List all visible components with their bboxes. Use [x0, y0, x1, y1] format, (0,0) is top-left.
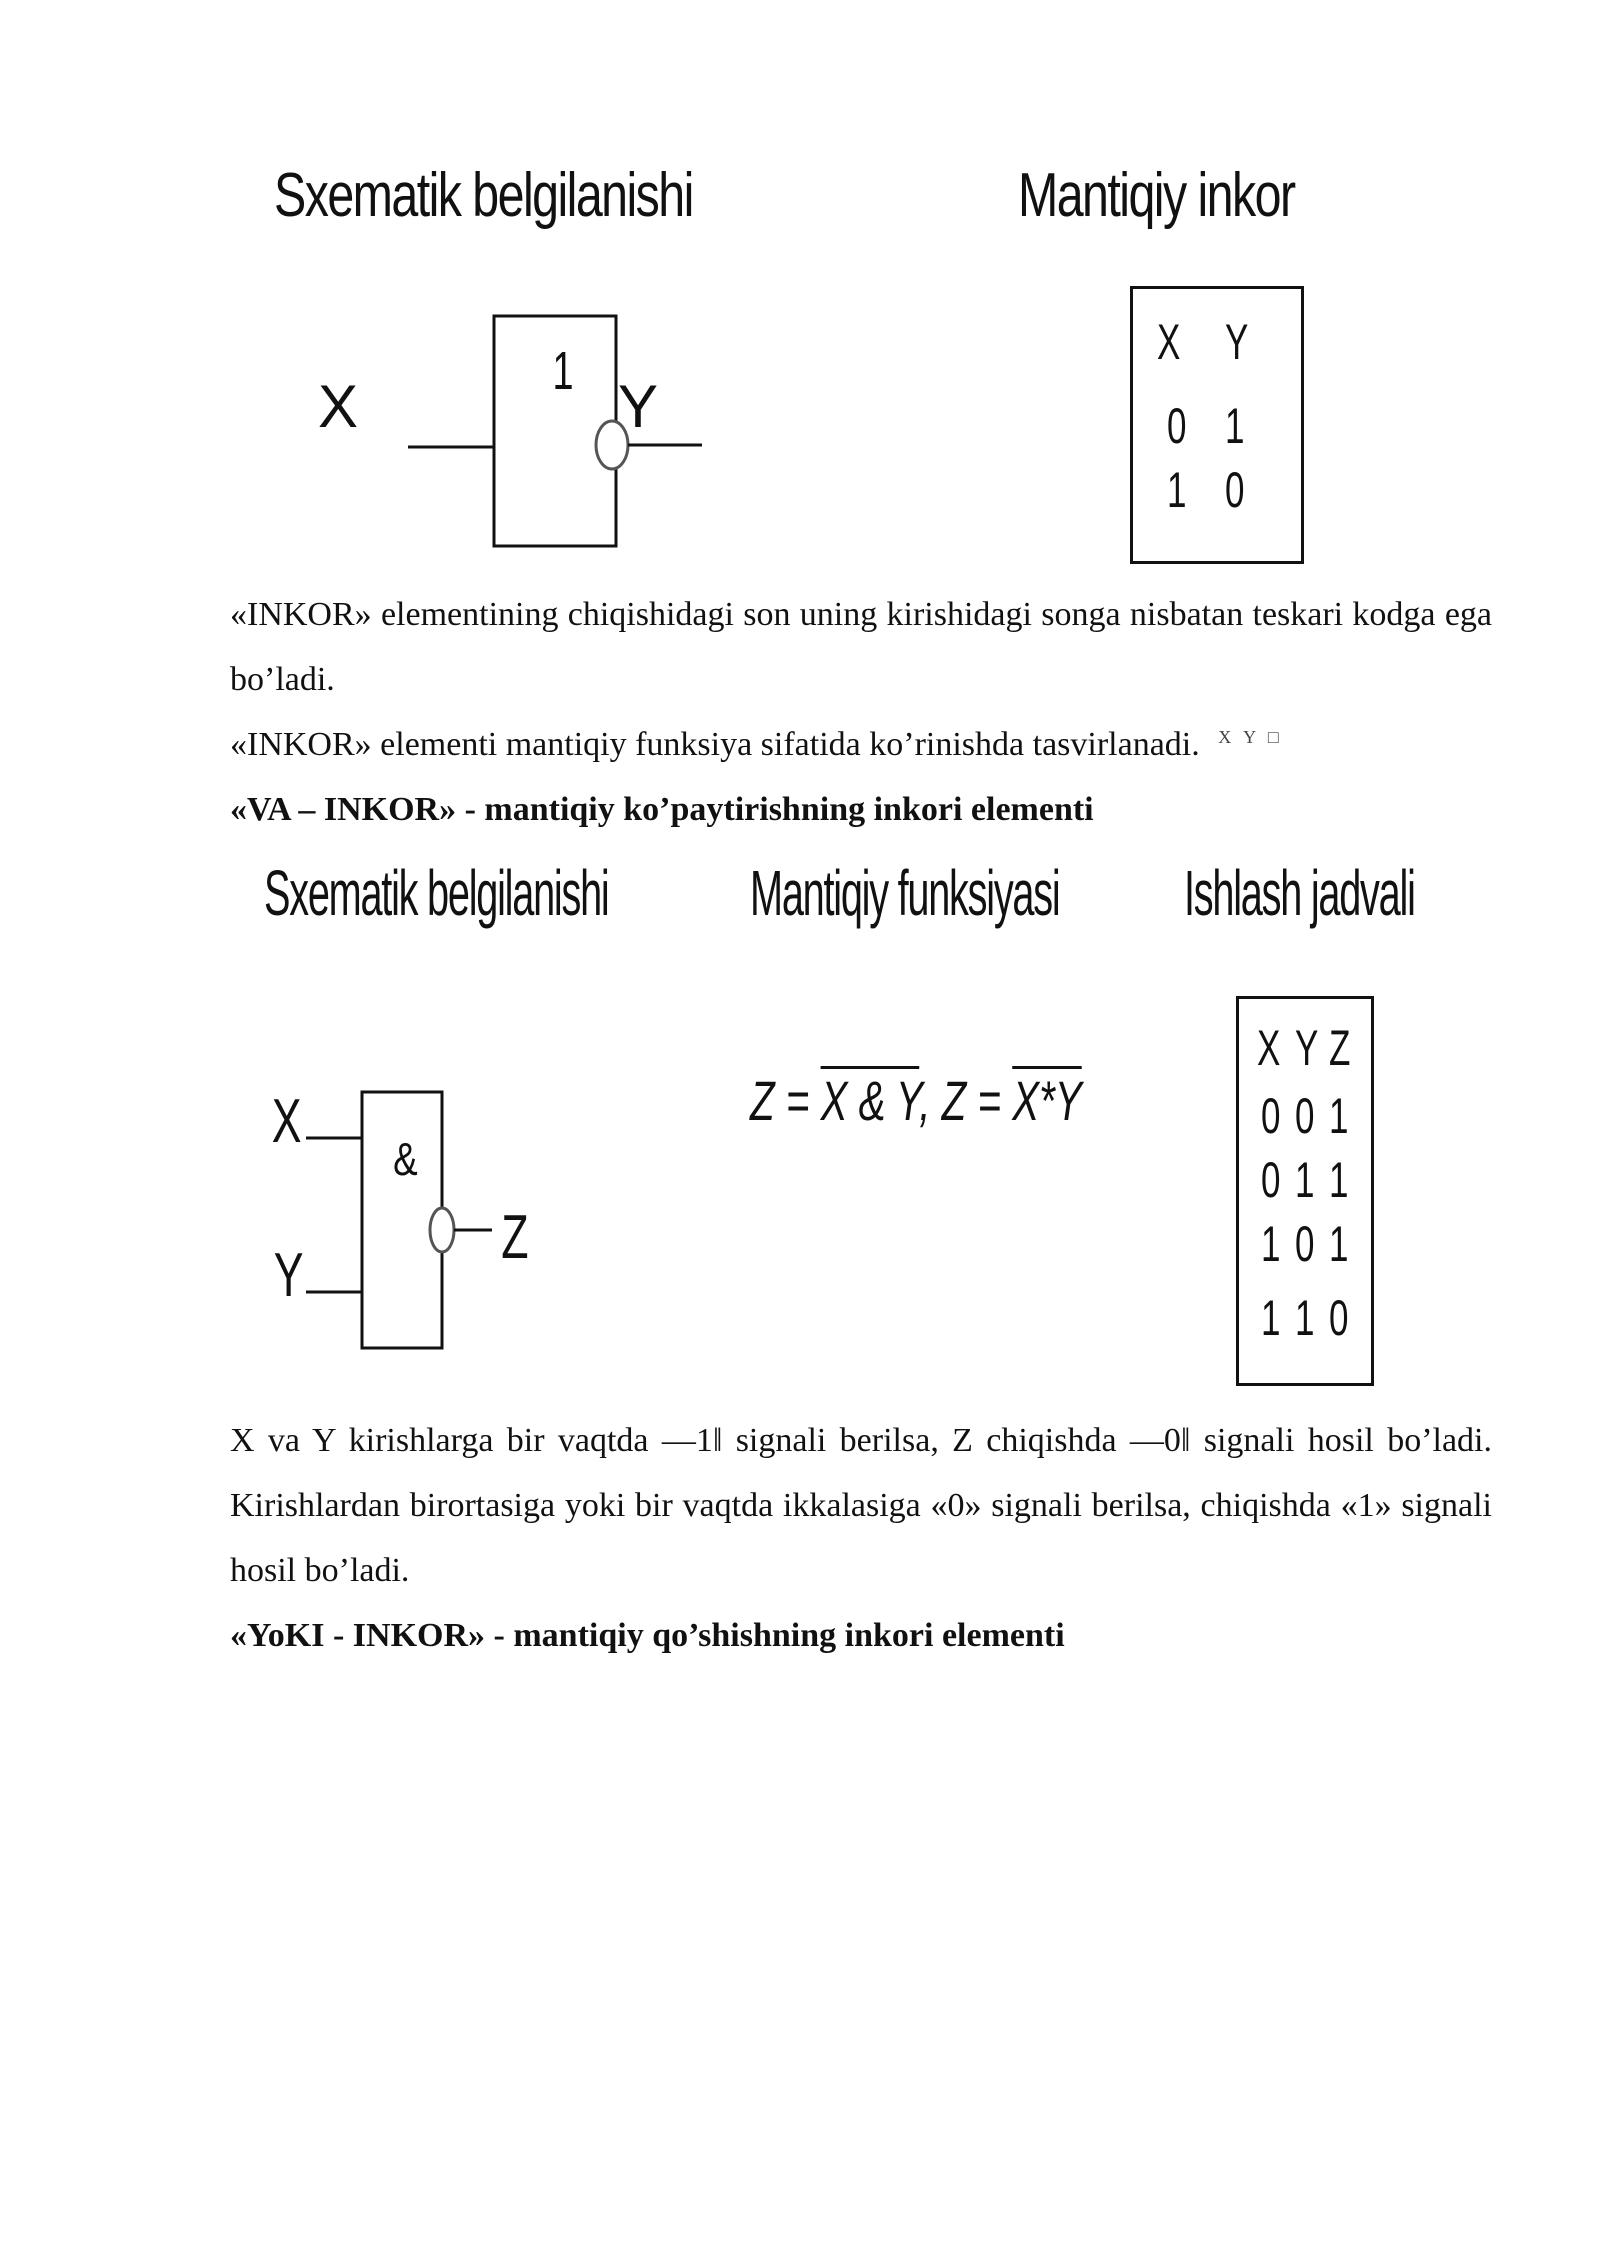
fig2-th-x: X: [1257, 1020, 1281, 1076]
fig2-cell: 1: [1329, 1216, 1349, 1272]
paragraph-inkor-function: [230, 712, 1283, 782]
fig2-cell: 0: [1261, 1152, 1281, 1208]
fig2-cell: 0: [1295, 1088, 1315, 1144]
fig2-left-title: Sxematik belgilanishi: [264, 857, 609, 929]
nand-formula: [750, 1068, 1082, 1133]
fig1-cell: 0: [1225, 462, 1245, 518]
fig2-gate-label: &: [393, 1133, 418, 1185]
fig2-cell: 1: [1329, 1152, 1349, 1208]
fig1-gate-label: 1: [552, 341, 574, 401]
fig2-cell: 1: [1295, 1152, 1315, 1208]
fig2-cell: 1: [1261, 1216, 1281, 1272]
fig1-right-title: Mantiqiy inkor: [1018, 161, 1295, 230]
fig2-right-title: Ishlash jadvali: [1184, 857, 1415, 929]
formula-sep: ,: [919, 1069, 942, 1132]
inline-small-formula: X Y □: [1218, 727, 1283, 747]
fig1-cell: 1: [1167, 462, 1187, 518]
fig1-th-x: X: [1157, 314, 1181, 370]
fig2-mid-title: Mantiqiy funksiyasi: [750, 857, 1060, 929]
fig1-th-y: Y: [1225, 314, 1249, 370]
fig2-cell: 0: [1261, 1088, 1281, 1144]
nand-gate-diagram: [260, 1080, 540, 1360]
fig2-th-y: Y: [1295, 1020, 1319, 1076]
fig1-cell: 0: [1167, 398, 1187, 454]
fig1-truth-table: [1130, 286, 1304, 564]
paragraph-va-inkor-desc: X va Y kirishlarga bir vaqtda ―1‖ signali berilsa, Z chiqishda ―0‖ signali hosil bo’ladi. Kirishlardan birortasiga yoki bir vaqtda ikkalasiga «0» signali berilsa, chiqishda «1» signali hosil bo’ladi.: [230, 1422, 1492, 1589]
fig2-truth-table: [1236, 996, 1374, 1386]
fig2-cell: 1: [1329, 1088, 1349, 1144]
fig2-cell: 0: [1329, 1290, 1349, 1346]
formula-2-lhs: Z =: [941, 1069, 1013, 1132]
fig2-input-y-label: Y: [273, 1241, 304, 1310]
fig1-input-label: X: [318, 373, 359, 440]
formula-1-lhs: Z =: [750, 1069, 821, 1132]
fig1-cell: 1: [1225, 398, 1245, 454]
fig1-left-title: Sxematik belgilanishi: [274, 161, 693, 230]
heading-yoki-inkor: «YoKI - INKOR» - mantiqiy qo’shishning inkori elementi: [230, 1617, 1065, 1654]
fig2-output-z-label: Z: [501, 1203, 529, 1272]
fig2-cell: 1: [1261, 1290, 1281, 1346]
inverter-bubble: [430, 1208, 454, 1252]
heading-va-inkor: «VA – INKOR» - mantiqiy ko’paytirishning inkori elementi: [230, 791, 1094, 828]
fig2-th-z: Z: [1329, 1020, 1351, 1076]
fig2-cell: 0: [1295, 1216, 1315, 1272]
fig2-cell: 1: [1295, 1290, 1315, 1346]
fig1-output-label: Y: [618, 373, 659, 440]
paragraph-inkor-function-text: «INKOR» elementi mantiqiy funksiya sifatida ko’rinishda tasvirlanadi.: [230, 726, 1200, 763]
formula-1-bar: X & Y: [820, 1069, 920, 1132]
formula-2-bar: X*Y: [1012, 1069, 1082, 1132]
paragraph-inkor-desc: «INKOR» elementining chiqishidagi son uning kirishidagi songa nisbatan teskari kodga ega bo’ladi.: [230, 596, 1492, 698]
fig2-input-x-label: X: [271, 1087, 302, 1156]
